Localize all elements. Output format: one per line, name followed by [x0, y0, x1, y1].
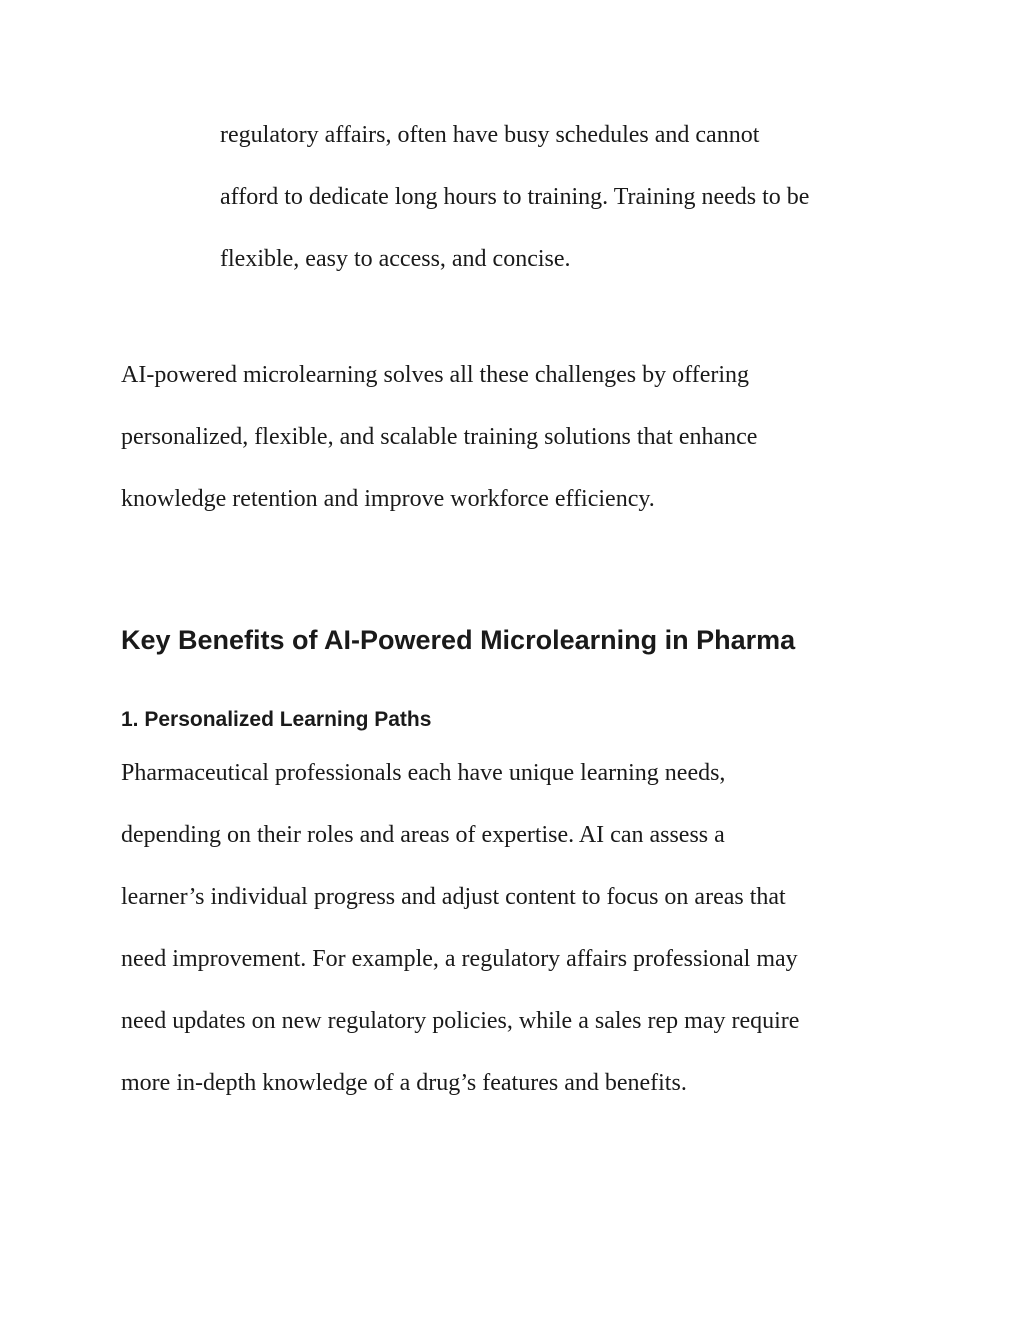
- paragraph-line: need improvement. For example, a regulatory affairs professional may: [121, 946, 798, 972]
- paragraph-line: Pharmaceutical professionals each have unique learning needs,: [121, 760, 726, 786]
- list-item-line: flexible, easy to access, and concise.: [220, 246, 571, 272]
- subsection-heading: 1. Personalized Learning Paths: [121, 708, 432, 731]
- list-item-line: regulatory affairs, often have busy schedules and cannot: [220, 122, 760, 148]
- paragraph-line: need updates on new regulatory policies, while a sales rep may require: [121, 1008, 800, 1034]
- list-item-line: afford to dedicate long hours to training. Training needs to be: [220, 184, 810, 210]
- paragraph-line: personalized, flexible, and scalable training solutions that enhance: [121, 424, 758, 450]
- section-heading: Key Benefits of AI-Powered Microlearning in Pharma: [121, 625, 796, 655]
- paragraph-line: knowledge retention and improve workforce efficiency.: [121, 486, 655, 512]
- paragraph-line: more in-depth knowledge of a drug’s features and benefits.: [121, 1070, 687, 1096]
- paragraph-line: AI-powered microlearning solves all these challenges by offering: [121, 362, 750, 388]
- paragraph-line: depending on their roles and areas of expertise. AI can assess a: [121, 822, 725, 848]
- paragraph-line: learner’s individual progress and adjust content to focus on areas that: [121, 884, 786, 910]
